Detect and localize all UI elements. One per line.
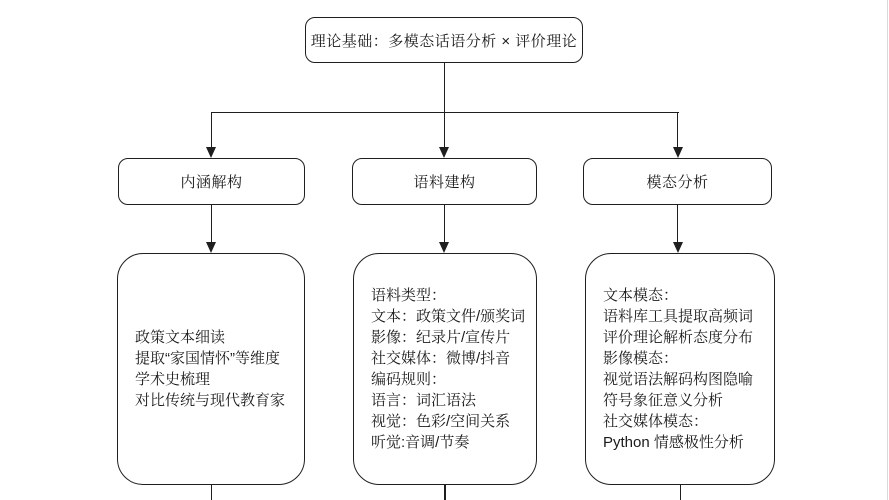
detail-node-1-line-2: 提取“家国情怀”等维度 bbox=[135, 350, 280, 367]
branch-node-3-title: 模态分析 bbox=[646, 174, 709, 191]
detail-node-2-line-4: 社交媒体：微博/抖音 bbox=[371, 350, 511, 367]
arrowhead-branch-3 bbox=[673, 147, 683, 158]
detail-node-2-line-6: 语言：词汇语法 bbox=[371, 392, 477, 409]
detail-node-3 bbox=[585, 253, 775, 485]
connector-detail-3-continuation bbox=[680, 485, 682, 500]
connector-root-stem bbox=[444, 63, 446, 112]
detail-node-2-line-5: 编码规则： bbox=[371, 371, 447, 388]
detail-node-2 bbox=[353, 253, 537, 485]
root-node bbox=[305, 17, 583, 63]
detail-node-3-line-3: 评价理论解析态度分布 bbox=[603, 329, 754, 346]
branch-node-3 bbox=[583, 158, 772, 205]
image-right-border bbox=[887, 0, 888, 500]
connector-detail-1-continuation bbox=[211, 485, 213, 500]
detail-node-2-line-1: 语料类型： bbox=[371, 287, 447, 304]
detail-node-3-line-7: 社交媒体模态： bbox=[603, 413, 709, 430]
detail-node-1 bbox=[117, 253, 305, 485]
detail-node-3-line-2: 语料库工具提取高频词 bbox=[603, 308, 754, 325]
detail-node-3-line-8: Python 情感极性分析 bbox=[603, 434, 744, 451]
detail-node-3-line-6: 符号象征意义分析 bbox=[603, 392, 724, 409]
branch-node-1-title: 内涵解构 bbox=[180, 174, 243, 191]
branch-node-1 bbox=[118, 158, 305, 205]
connector-detail-1-stem bbox=[211, 205, 213, 243]
branch-node-2-title: 语料建构 bbox=[413, 174, 476, 191]
detail-node-2-line-3: 影像：纪录片/宣传片 bbox=[371, 329, 511, 346]
arrowhead-detail-2 bbox=[439, 242, 449, 253]
detail-node-2-line-2: 文本：政策文件/颁奖词 bbox=[371, 308, 526, 325]
branch-node-2 bbox=[352, 158, 537, 205]
root-node-label: 理论基础：多模态话语分析 × 评价理论 bbox=[310, 32, 578, 50]
detail-node-3-line-1: 文本模态： bbox=[603, 287, 679, 304]
arrowhead-detail-3 bbox=[673, 242, 683, 253]
detail-node-1-line-1: 政策文本细读 bbox=[135, 329, 226, 346]
connector-branch-3-stem bbox=[677, 112, 679, 148]
detail-node-3-line-4: 影像模态： bbox=[603, 350, 679, 367]
detail-node-1-line-3: 学术史梳理 bbox=[135, 371, 211, 388]
connector-detail-3-stem bbox=[677, 205, 679, 243]
arrowhead-detail-1 bbox=[206, 242, 216, 253]
connector-branch-1-stem bbox=[211, 112, 213, 148]
detail-node-2-line-7: 视觉：色彩/空间关系 bbox=[371, 413, 511, 430]
connector-branch-2-stem bbox=[444, 112, 446, 148]
connector-detail-2-stem bbox=[444, 205, 446, 243]
detail-node-2-line-8: 听觉:音调/节奏 bbox=[371, 434, 470, 451]
detail-node-1-line-4: 对比传统与现代教育家 bbox=[135, 392, 286, 409]
arrowhead-branch-2 bbox=[439, 147, 449, 158]
connector-detail-2-continuation bbox=[444, 485, 446, 500]
detail-node-3-line-5: 视觉语法解码构图隐喻 bbox=[603, 371, 754, 388]
arrowhead-branch-1 bbox=[206, 147, 216, 158]
